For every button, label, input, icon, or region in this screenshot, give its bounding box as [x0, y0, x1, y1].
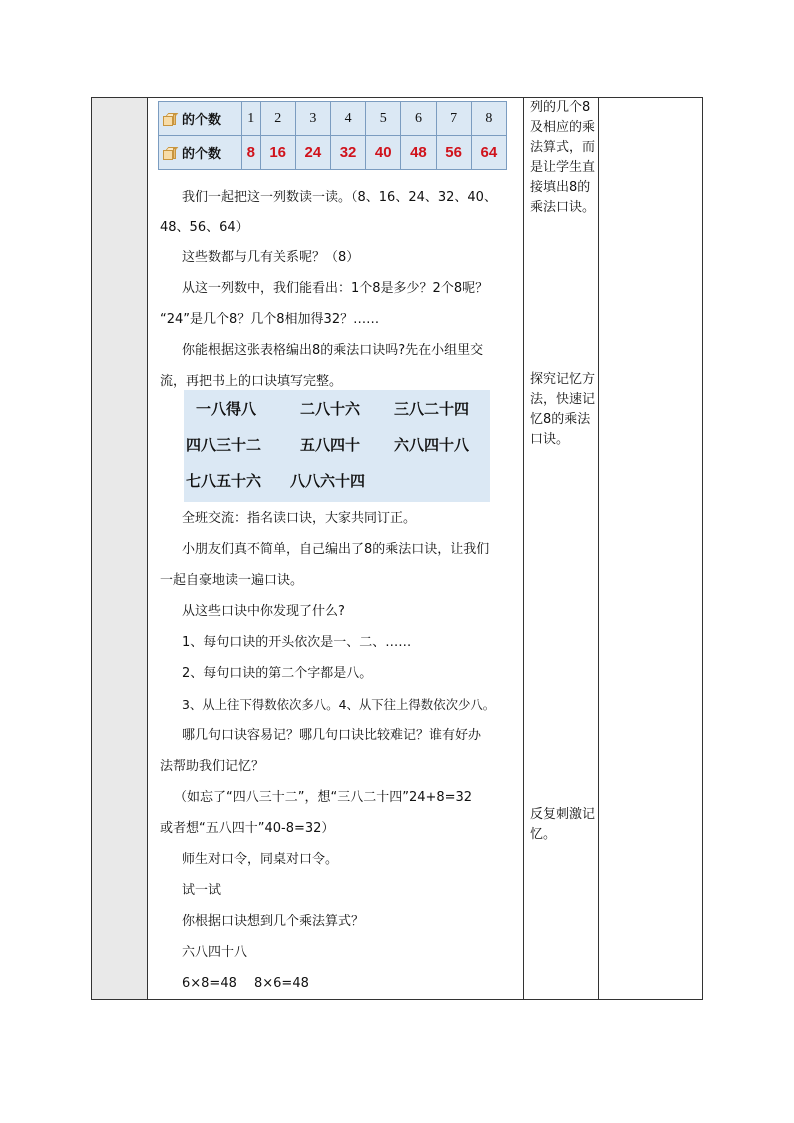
- paragraph: 一起自豪地读一遍口诀。: [160, 573, 304, 588]
- table-cell: 48: [401, 136, 436, 170]
- table-cell: 8: [471, 102, 506, 136]
- row-header: 的个数: [159, 102, 242, 136]
- table-cell: 64: [471, 136, 506, 170]
- table-cell: 1: [242, 102, 261, 136]
- table-row: [159, 136, 507, 170]
- paragraph: 2、每句口诀的第二个字都是八。: [182, 666, 373, 681]
- table-cell: 6: [401, 102, 436, 136]
- table-cell: 5: [366, 102, 401, 136]
- table-cell: 32: [330, 136, 365, 170]
- paragraph: 我们一起把这一列数读一读。（8、16、24、32、40、: [182, 190, 497, 205]
- design-note: 探究记忆方法，快速记忆8的乘法口诀。: [530, 372, 596, 447]
- paragraph: 6×8=48 8×6=48: [182, 976, 309, 991]
- table-cell: 7: [436, 102, 471, 136]
- table-cell: 4: [330, 102, 365, 136]
- table-cell: 3: [295, 102, 330, 136]
- remarks-column: [599, 98, 702, 999]
- paragraph: 流，再把书上的口诀填写完整。: [160, 374, 343, 389]
- table-row: [159, 102, 507, 136]
- paragraph: 这些数都与几有关系呢？（8）: [182, 250, 360, 265]
- table-cell: 16: [260, 136, 295, 170]
- cube-icon: [163, 113, 176, 126]
- table-cell: 40: [366, 136, 401, 170]
- paragraph: 或者想“五八四十”40-8=32）: [160, 821, 335, 836]
- table-cell: 56: [436, 136, 471, 170]
- multiplication-chant-box: [184, 390, 490, 502]
- design-note: 反复刺激记忆。: [530, 807, 596, 842]
- chant-line: 六八四十八: [394, 436, 470, 454]
- table-cell: 8: [242, 136, 261, 170]
- paragraph: 师生对口令，同桌对口令。: [182, 852, 339, 867]
- table-cell: 24: [295, 136, 330, 170]
- paragraph: 小朋友们真不简单，自己编出了8的乘法口诀，让我们: [182, 542, 490, 557]
- paragraph: 全班交流：指名读口诀，大家共同订正。: [182, 511, 417, 526]
- paragraph: 你根据口诀想到几个乘法算式？: [182, 914, 365, 929]
- chant-line: 二八十六: [300, 400, 361, 418]
- table-cell: 2: [260, 102, 295, 136]
- multiplication-count-table: [158, 101, 507, 170]
- design-note: 列的几个8及相应的乘法算式，而是让学生直接填出8的乘法口诀。: [530, 100, 596, 215]
- cube-icon: [163, 147, 176, 160]
- paragraph: 3、从上往下得数依次多八。4、从下往上得数依次少八。: [182, 697, 496, 712]
- paragraph: 试一试: [182, 883, 222, 898]
- paragraph: 六八四十八: [182, 945, 248, 960]
- paragraph: “24”是几个8？几个8相加得32？……: [160, 312, 380, 327]
- paragraph: 从这些口诀中你发现了什么?: [182, 604, 345, 619]
- paragraph: 哪几句口诀容易记？哪几句口诀比较难记？谁有好办: [182, 728, 482, 743]
- paragraph: 48、56、64）: [160, 220, 249, 235]
- chant-line: 七八五十六: [186, 472, 262, 490]
- row-header: 的个数: [159, 136, 242, 170]
- chant-line: 四八三十二: [186, 436, 262, 454]
- design-intent-column: [523, 98, 599, 999]
- chant-line: 八八六十四: [290, 472, 366, 490]
- paragraph: 你能根据这张表格编出8的乘法口诀吗?先在小组里交: [182, 343, 484, 358]
- paragraph: 从这一列数中，我们能看出：1个8是多少？2个8呢？: [182, 281, 489, 296]
- stage-column: [92, 98, 148, 999]
- chant-line: 五八四十: [300, 436, 361, 454]
- paragraph: （如忘了“四八三十二”，想“三八二十四”24+8=32: [174, 790, 473, 805]
- lesson-plan-table: [91, 97, 703, 1000]
- paragraph: 1、每句口诀的开头依次是一、二、……: [182, 635, 412, 650]
- chant-line: 一八得八: [196, 400, 257, 418]
- paragraph: 法帮助我们记忆？: [160, 759, 265, 774]
- chant-line: 三八二十四: [394, 400, 470, 418]
